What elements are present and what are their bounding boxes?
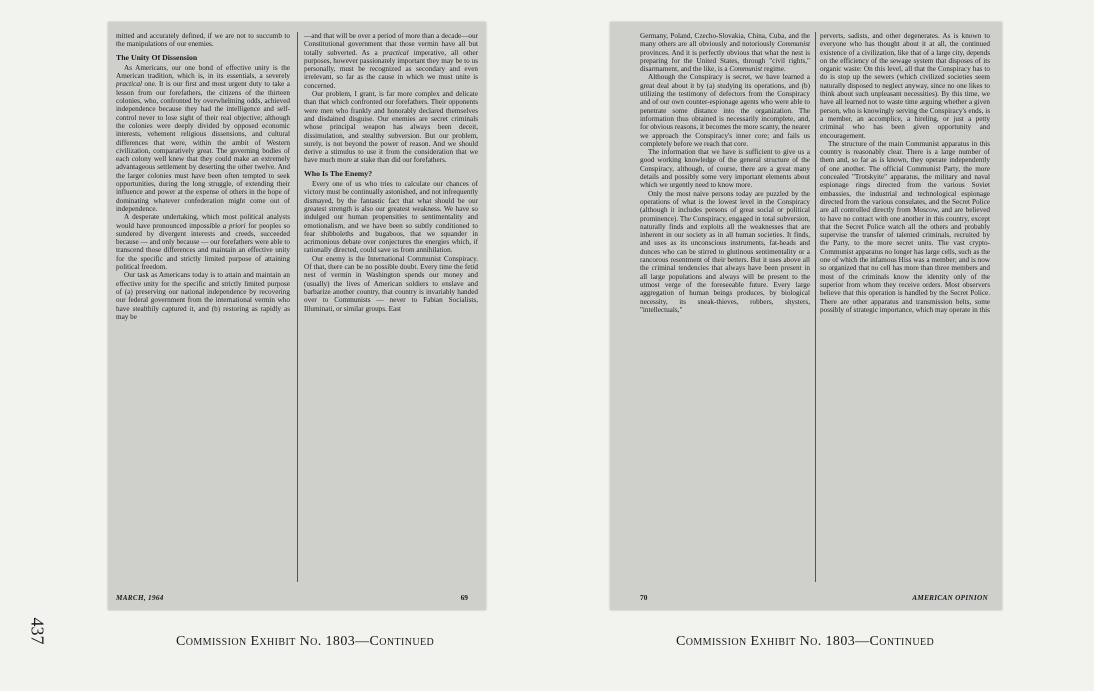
- paragraph: A desperate undertaking, which most political analysts would have pronounced impossible a priori for peoples so sundered by divergent interests and creeds, succeeded because — and only because — our forefathers were able to transcend those differences and maintain an effective unity for the specific and strictly limited purpose of attaining political freedom.: [116, 213, 290, 272]
- right-page-column-1: [640, 32, 810, 585]
- paragraph: Our task as Americans today is to attain and maintain an effective unity for the specific and strictly limited purpose of (a) preserving our national independence by recovering our federal government from the international vermin who have stealthily captured it, and (b) restoring as rapidly as may be: [116, 271, 290, 321]
- paragraph: Our problem, I grant, is far more complex and delicate than that which confronted our forefathers. Their opponents were men who frankly and honorably declared themselves and disdained disguise. Our enemies are secret criminals whose principal weapon has always been deceit, dissimulation, and stealthy subversion. But our problem, surely, is not beyond the power of reason. And we should derive a stimulus to use it from the consideration that we have much more at stake than did our forefathers.: [304, 90, 478, 165]
- paragraph: Our enemy is the International Communist Conspiracy. Of that, there can be no possible doubt. Every time the fetid nest of vermin in Washington spends our money and (usually) the lives of American soldiers to enslave and barbarize another country, that country is invariably handed over to Communists — never to Fabian Socialists, Illuminati, or similar groups. East: [304, 254, 478, 313]
- paragraph: The information that we have is sufficient to give us a good working knowledge of the general structure of the Conspiracy, although, of course, there are a great many details and possibly some very important elements about which we urgently need to know more.: [640, 148, 810, 190]
- exhibit-caption-right: Commission Exhibit No. 1803—Continued: [676, 634, 935, 649]
- margin-page-number: 437: [27, 617, 48, 645]
- magazine-title-folio: AMERICAN OPINION: [912, 594, 988, 602]
- paragraph: Only the most naive persons today are puzzled by the operations of what is the lowest level in the Conspiracy (although it includes persons of great social or political prominence). The Conspiracy, engaged in total subversion, naturally finds and exploits all the weaknesses that are inherent in our society as in all human societies. It finds, and uses as its unconscious instruments, fat-heads and dunces who can be stirred to glutinous sentimentality or a rancorous resentment of their betters. But it uses above all the criminal tendencies that always have been present in all large populations and always will be present to the utmost verge of the foreseeable future. Every large aggregation of human beings produces, by biological necessity, its sneak-thieves, robbers, shysters, "intellectuals,": [640, 189, 810, 314]
- paragraph: Every one of us who tries to calculate our chances of victory must be continually astonished, and not infrequently dismayed, by the fantastic fact that what should be our greatest strength is also our greatest weakness. We have so indulged our human propensities to sentimentality and emotionalism, and we have been so subtly conditioned to fear shibboleths and bugaboos, that we squander in acrimonious debate over conjectures the energies which, if rationally directed, could save us from annihilation.: [304, 180, 478, 255]
- exhibit-caption-left: Commission Exhibit No. 1803—Continued: [176, 634, 435, 649]
- issue-date-folio: MARCH, 1964: [116, 594, 164, 602]
- left-page-column-2: [304, 32, 478, 585]
- paragraph: —and that will be over a period of more than a decade—our Constitutional government that those vermin have all but totally subverted. As a practical imperative, all other purposes, however passionately important they may be to us personally, must be recognized as secondary and even irrelevant, so far as the cause in which we must unite is concerned.: [304, 32, 478, 90]
- left-magazine-page: [108, 22, 486, 610]
- paragraph: mitted and accurately defined, if we are not to succumb to the manipulations of our enemies.: [116, 32, 290, 49]
- right-magazine-page: [610, 22, 1002, 610]
- section-heading: Who Is The Enemy?: [304, 168, 373, 178]
- paragraph: The structure of the main Communist apparatus in this country is reasonably clear. There is a large number of them and, so far as is known, they operate independently of one another. The official Communist Party, the more concealed "Trotskyite" apparatus, the military and naval espionage rings directed from the various Soviet embassies, the industrial and technological espionage directed from the various consulates, and the Secret Police are all controlled directly from Moscow, and are believed to have no contact with one another in this country, except that the Secret Police watch all the others and probably supervise the transfer of talented criminals, recruited by the Party, to the more secret units. The vast crypto-Communist apparatus no longer has large cells, such as the one of which the infamous Hiss was a member; and is now so organized that no cell has more than three members and most of the criminals know the identity only of the superior from whom they receive orders. Most observers believe that this operation is handled by the Secret Police. There are other apparatus and transmission belts, some possibly of strategic importance, which may operate in this: [820, 139, 990, 314]
- section-heading: The Unity Of Dissension: [116, 52, 198, 62]
- page-number: 69: [460, 593, 468, 602]
- left-page-column-1: [116, 32, 290, 585]
- column-divider: [297, 32, 298, 582]
- paragraph: As Americans, our one bond of effective unity is the American tradition, which is, in its essentials, a severely practical one. It is our first and most urgent duty to take a lesson from our forefathers, the citizens of the thirteen colonies, who, confronted by overwhelming odds, achieved independence because they had the intelligence and self-control never to lose sight of their real objective; although the colonies were deeply divided by opposed economic interests, vehement religious dissensions, and cultural differences that were, within the ambit of Western civilization, comparatively great. The governing bodies of each colony well knew that they could make an extremely advantageous settlement by deserting the other twelve. And the larger colonies must have been often tempted to seek opportunities, during the long struggle, of extending their influence and power at the expense of others in the hope of dominating whatever confederation might come out of independence.: [116, 63, 290, 213]
- right-page-column-2: [820, 32, 990, 585]
- paragraph: Although the Conspiracy is secret, we have learned a great deal about it by (a) studying its operations, and (b) utilizing the testimony of defectors from the Conspiracy and of our own counter-espionage agents who were able to penetrate some distance into the organization. The information thus obtained is necessarily incomplete, and, for obvious reasons, it becomes the more scanty, the nearer we approach the Conspiracy's inner core; and fails us completely before we reach that core.: [640, 73, 810, 148]
- page-number: 70: [640, 593, 648, 602]
- column-divider: [815, 32, 816, 582]
- paragraph: Germany, Poland, Czecho-Slovakia, China, Cuba, and the many others are all obviously and notoriously Communist provinces. And it is perfectly obvious that what the nest is preparing for the United States, through "civil rights," disarmament, and the like, is a Communist regime.: [640, 32, 810, 74]
- paragraph: perverts, sadists, and other degenerates. As is known to everyone who has thought about it at all, the continued existence of a civilization, like that of a large city, depends on the efficiency of the sewage system that disposes of its organic waste: On this level, all that the Conspiracy has to do is stop up the sewers (which civilized societies seem naturally disposed to neglect anyway, since no one likes to think about such unpleasant necessities). By this time, we have all learned not to waste time arguing whether a given person, who is knowingly serving the Conspiracy's ends, is a member, an accomplice, a hireling, or just a petty criminal who has been given opportunity and encouragement.: [820, 32, 990, 140]
